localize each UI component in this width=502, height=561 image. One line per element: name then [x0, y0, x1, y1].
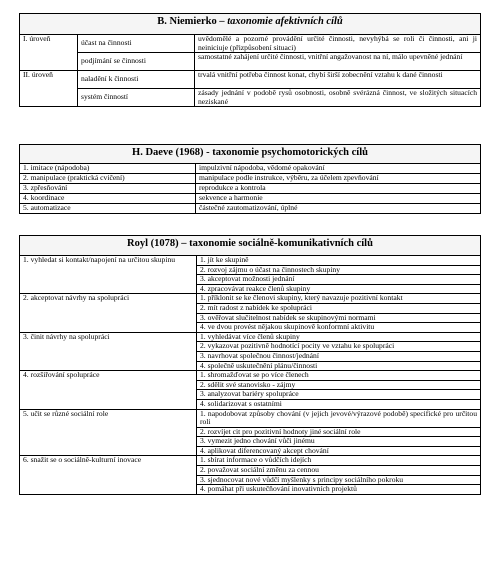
table2-title: H. Daeve (1968) - taxonomie psychomotorických cílů — [20, 145, 481, 164]
table-row — [20, 371, 481, 409]
description-cell: částečné zautomatizování, úplné — [196, 204, 481, 214]
item-cell: 3. zpřesňování — [20, 184, 196, 194]
list-item: 4. společně uskutečnění plánu/činnosti — [200, 360, 318, 370]
psychomotor-taxonomy-table — [19, 144, 481, 214]
category-cell: systém činností — [78, 89, 195, 107]
goal-cell: 3. činit návrhy na spolupráci — [20, 332, 197, 370]
goal-cell: 1. vyhledat si kontakt/napojení na určitou skupinu — [20, 256, 197, 294]
description-cell: zásady jednání v podobě rysů osobnosti, osobně svérázná činnost, ve složitých situacích neziskané — [195, 89, 481, 107]
list-item: 2. rozvoj zájmu o účast na činnostech skupiny — [197, 266, 480, 276]
category-cell: účast na činnosti — [78, 35, 195, 53]
table-row — [20, 332, 481, 370]
list-item: 1. jít ke skupině — [197, 256, 480, 266]
description-cell: samostatné zahájení určité činnosti, vnitřní angažovanost na ní, málo upevněné jednání — [195, 53, 481, 71]
table-row — [20, 89, 481, 107]
table1-title: B. Niemierko – taxonomie afektivních cílů — [20, 14, 481, 35]
list-item: 2. rozvíjet cit pro pozitivní hodnoty jiné sociální role — [197, 428, 480, 438]
list-item: 3. vymezit jedno chování vůči jinému — [197, 437, 480, 447]
description-cell: manipulace podle instrukce, výběru, za účelem zpevňování — [196, 174, 481, 184]
list-item: 1. shromažďovat se po více členech — [197, 371, 480, 381]
list-item: 3. analyzovat bariéry spolupráce — [197, 390, 480, 400]
goal-cell: 5. učit se různé sociální role — [20, 409, 197, 456]
description-cell: sekvence a harmonie — [196, 194, 481, 204]
description-cell: reprodukce a kontrola — [196, 184, 481, 194]
subitems-cell — [197, 409, 481, 456]
list-item: 2. sdělit své stanovisko - zájmy — [197, 381, 480, 391]
item-cell: 2. manipulace (praktická cvičení) — [20, 174, 196, 184]
goal-cell: 6. snažit se o sociálně-kulturní inovace — [20, 456, 197, 494]
description-cell: trvalá vnitřní potřeba činnost konat, chybí širší zobecnění vztahu k dané činnosti — [195, 71, 481, 89]
category-cell: podjímání se činnosti — [78, 53, 195, 71]
affective-taxonomy-table — [19, 13, 481, 107]
subitems-cell — [197, 256, 481, 294]
list-item: 3. navrhovat společnou činnost/jednání — [197, 352, 480, 362]
goal-cell: 4. rozšiřování spolupráce — [20, 371, 197, 409]
table3-title: Royl (1078) – taxonomie sociálně-komunikativních cílů — [20, 236, 481, 256]
item-cell: 1. imitace (nápodoba) — [20, 164, 196, 174]
list-item: 3. akceptovat možnosti jednání — [197, 275, 480, 285]
list-item: 4. aplikovat diferencovaný akcept chování — [200, 445, 329, 455]
list-item: 4. pomáhat při uskutečňování inovativních projektů — [200, 484, 357, 494]
description-cell: uvědomělé a pozorné provádění určité činnosti, nevyhýbá se roli či činnosti, ani ji neiniciuje (přizpůsobení situaci) — [195, 35, 481, 53]
table-row — [20, 194, 481, 204]
list-item: 1. napodobovat způsoby chování (v jejich jevové/výrazové podobě) specifické pro určitou roli — [197, 410, 480, 428]
table-row — [20, 204, 481, 214]
table-row — [20, 409, 481, 456]
list-item: 2. mít radost z nabídek ke spolupráci — [197, 304, 480, 314]
table-row — [20, 294, 481, 332]
list-item: 4. solidarizovat s ostatními — [200, 398, 282, 408]
table-row — [20, 456, 481, 494]
list-item: 2. považovat sociální změnu za cennou — [197, 466, 480, 476]
table-row — [20, 35, 481, 53]
goal-cell: 2. akceptovat návrhy na spolupráci — [20, 294, 197, 332]
list-item: 1. vyhledávat více členů skupiny — [197, 333, 480, 343]
list-item: 4. ve dvou provést nějakou skupinově konformní aktivitu — [200, 322, 375, 332]
social-communicative-taxonomy-table — [19, 235, 481, 495]
subitems-cell — [197, 456, 481, 494]
list-item: 2. vykazovat pozitivně hodnotící pocity ve vztahu ke spolupráci — [197, 342, 480, 352]
description-cell: impulzivní nápodoba, vědomé opakování — [196, 164, 481, 174]
subitems-cell — [197, 371, 481, 409]
list-item: 1. příklonit se ke členovi skupiny, který navazuje pozitivní kontakt — [197, 294, 480, 304]
level-cell: II. úroveň — [20, 71, 78, 107]
item-cell: 5. automatizace — [20, 204, 196, 214]
list-item: 1. sbírat informace o vůdčích idejích — [197, 456, 480, 466]
table-row — [20, 174, 481, 184]
table-row — [20, 71, 481, 89]
table-row — [20, 184, 481, 194]
subitems-cell — [197, 294, 481, 332]
level-cell: I. úroveň — [20, 35, 78, 71]
list-item: 3. ověřovat slučitelnost nabídek se skupinovými normami — [197, 314, 480, 324]
list-item: 3. sjednocovat nové vůdčí myšlenky s principy sociálního pokroku — [197, 476, 480, 486]
table-row — [20, 256, 481, 294]
list-item: 4. zpracovávat reakce členů skupiny — [200, 283, 311, 293]
subitems-cell — [197, 332, 481, 370]
item-cell: 4. koordinace — [20, 194, 196, 204]
table-row — [20, 164, 481, 174]
table-row — [20, 53, 481, 71]
category-cell: naladění k činnosti — [78, 71, 195, 89]
